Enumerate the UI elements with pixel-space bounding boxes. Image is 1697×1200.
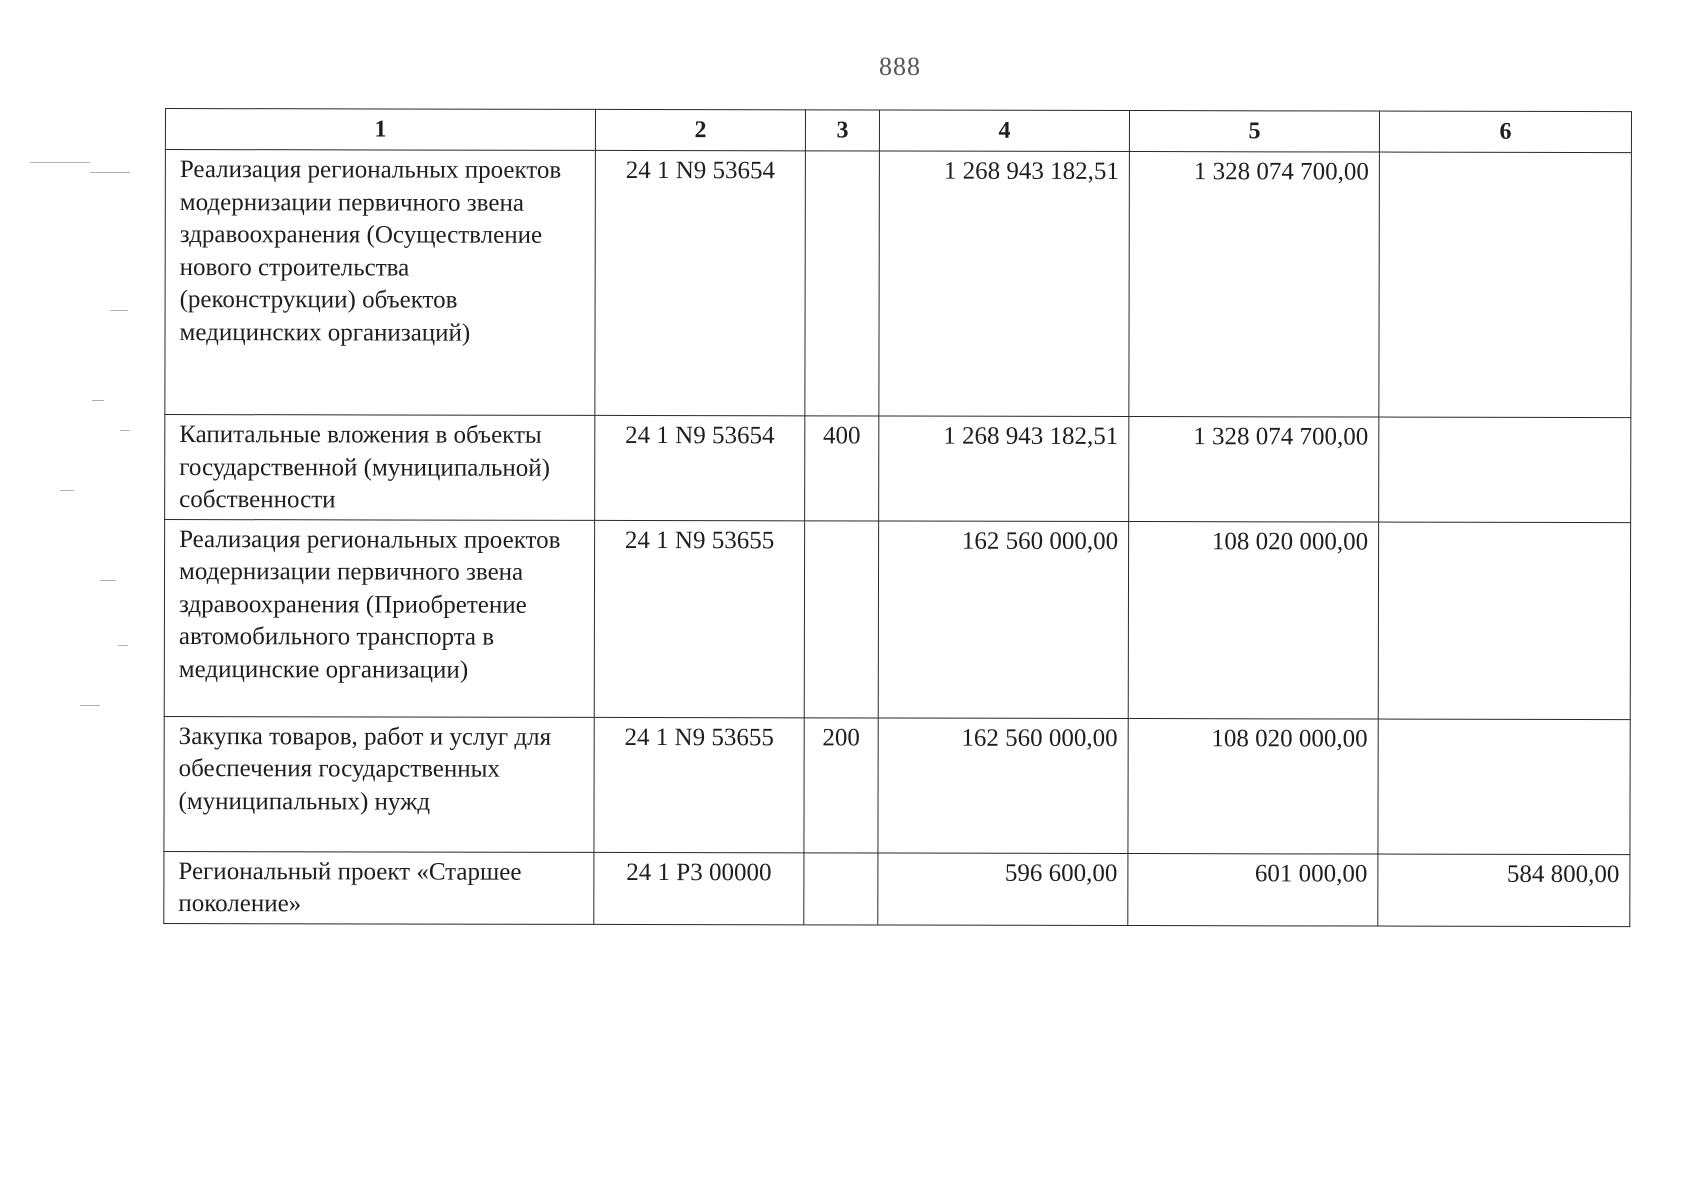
row-year1-cell: 1 268 943 182,51 xyxy=(879,416,1129,521)
row-code-cell: 24 1 N9 53655 xyxy=(594,717,804,852)
row-name-cell: Капитальные вложения в объекты государственной (муниципальной) собственности xyxy=(165,415,595,520)
page-number: 888 xyxy=(879,52,921,81)
row-year3-cell xyxy=(1379,417,1631,522)
row-name-cell: Региональный проект «Старшее поколение» xyxy=(164,851,594,924)
row-code-cell: 24 1 N9 53655 xyxy=(594,520,804,717)
row-year1-cell: 162 560 000,00 xyxy=(878,520,1128,718)
row-year2-cell: 108 020 000,00 xyxy=(1128,521,1378,719)
row-type-cell: 200 xyxy=(804,717,878,852)
row-type-cell xyxy=(804,520,878,717)
row-year2-cell: 1 328 074 700,00 xyxy=(1129,152,1380,418)
row-type-cell xyxy=(804,852,878,924)
row-type-cell: 400 xyxy=(805,416,879,521)
row-year2-cell: 601 000,00 xyxy=(1128,853,1378,926)
column-header: 5 xyxy=(1129,111,1379,153)
row-year3-cell xyxy=(1379,152,1632,418)
row-year2-cell: 1 328 074 700,00 xyxy=(1129,417,1379,522)
column-header: 1 xyxy=(165,109,595,151)
row-name-cell: Закупка товаров, работ и услуг для обеспечения государственных (муниципальных) нужд xyxy=(164,716,594,852)
row-code-cell: 24 1 P3 00000 xyxy=(594,852,804,924)
row-year3-cell: 584 800,00 xyxy=(1378,854,1630,927)
table-row xyxy=(165,415,1631,523)
row-name-cell: Реализация региональных проектов модернизации первичного звена здравоохранения (Приобретение автомобильного транспорта в медицинские организации) xyxy=(164,519,594,717)
row-type-cell xyxy=(805,151,880,416)
row-year3-cell xyxy=(1378,522,1630,720)
column-header: 6 xyxy=(1379,111,1631,153)
row-year2-cell: 108 020 000,00 xyxy=(1128,718,1378,854)
column-header: 3 xyxy=(805,110,879,151)
row-code-cell: 24 1 N9 53654 xyxy=(595,415,805,520)
table-row xyxy=(164,716,1630,854)
column-header: 2 xyxy=(595,109,805,150)
row-name-cell: Реализация региональных проектов модернизации первичного звена здравоохранения (Осуществление нового строительства (реконструкции) объектов медицинских организаций) xyxy=(165,150,596,416)
row-year1-cell: 596 600,00 xyxy=(878,852,1128,925)
column-header: 4 xyxy=(879,110,1129,152)
table-row xyxy=(165,150,1632,418)
row-year1-cell: 162 560 000,00 xyxy=(878,717,1128,853)
row-code-cell: 24 1 N9 53654 xyxy=(595,150,806,415)
table-header-row xyxy=(165,109,1631,153)
scan-artifacts xyxy=(20,160,140,720)
budget-table xyxy=(163,108,1632,927)
row-year1-cell: 1 268 943 182,51 xyxy=(879,151,1130,417)
table-row xyxy=(164,851,1630,926)
table-row xyxy=(164,519,1630,719)
row-year3-cell xyxy=(1378,719,1630,855)
